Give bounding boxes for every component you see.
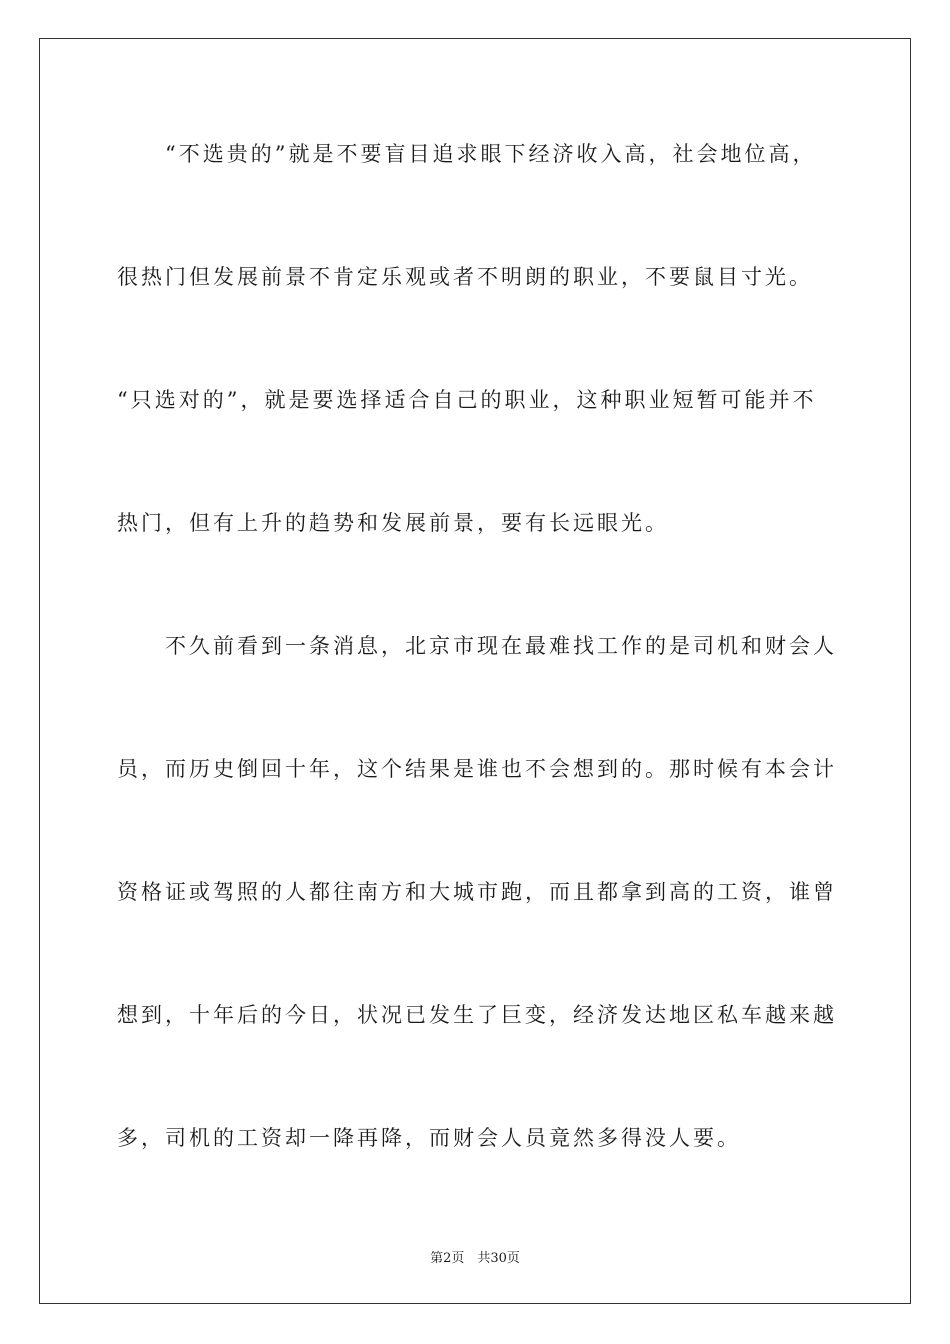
- text-line-8: 想到，十年后的今日，状况已发生了巨变，经济发达地区私车越来越: [117, 1003, 837, 1027]
- page-border: [39, 38, 911, 1304]
- text-line-1: “不选贵的”就是不要盲目追求眼下经济收入高，社会地位高，: [165, 142, 817, 166]
- text-line-5: 不久前看到一条消息，北京市现在最难找工作的是司机和财会人: [165, 634, 837, 658]
- text-line-2: 很热门但发展前景不肯定乐观或者不明朗的职业，不要鼠目寸光。: [117, 265, 813, 289]
- text-line-6: 员，而历史倒回十年，这个结果是谁也不会想到的。那时候有本会计: [117, 757, 837, 781]
- page-number-footer: 第2页 共30页: [430, 1251, 520, 1266]
- text-line-9: 多，司机的工资却一降再降，而财会人员竟然多得没人要。: [117, 1126, 741, 1150]
- text-line-3: “只选对的”，就是要选择适合自己的职业，这种职业短暂可能并不: [117, 388, 817, 412]
- text-line-4: 热门，但有上升的趋势和发展前景，要有长远眼光。: [117, 511, 669, 535]
- text-line-7: 资格证或驾照的人都往南方和大城市跑，而且都拿到高的工资，谁曾: [117, 880, 837, 904]
